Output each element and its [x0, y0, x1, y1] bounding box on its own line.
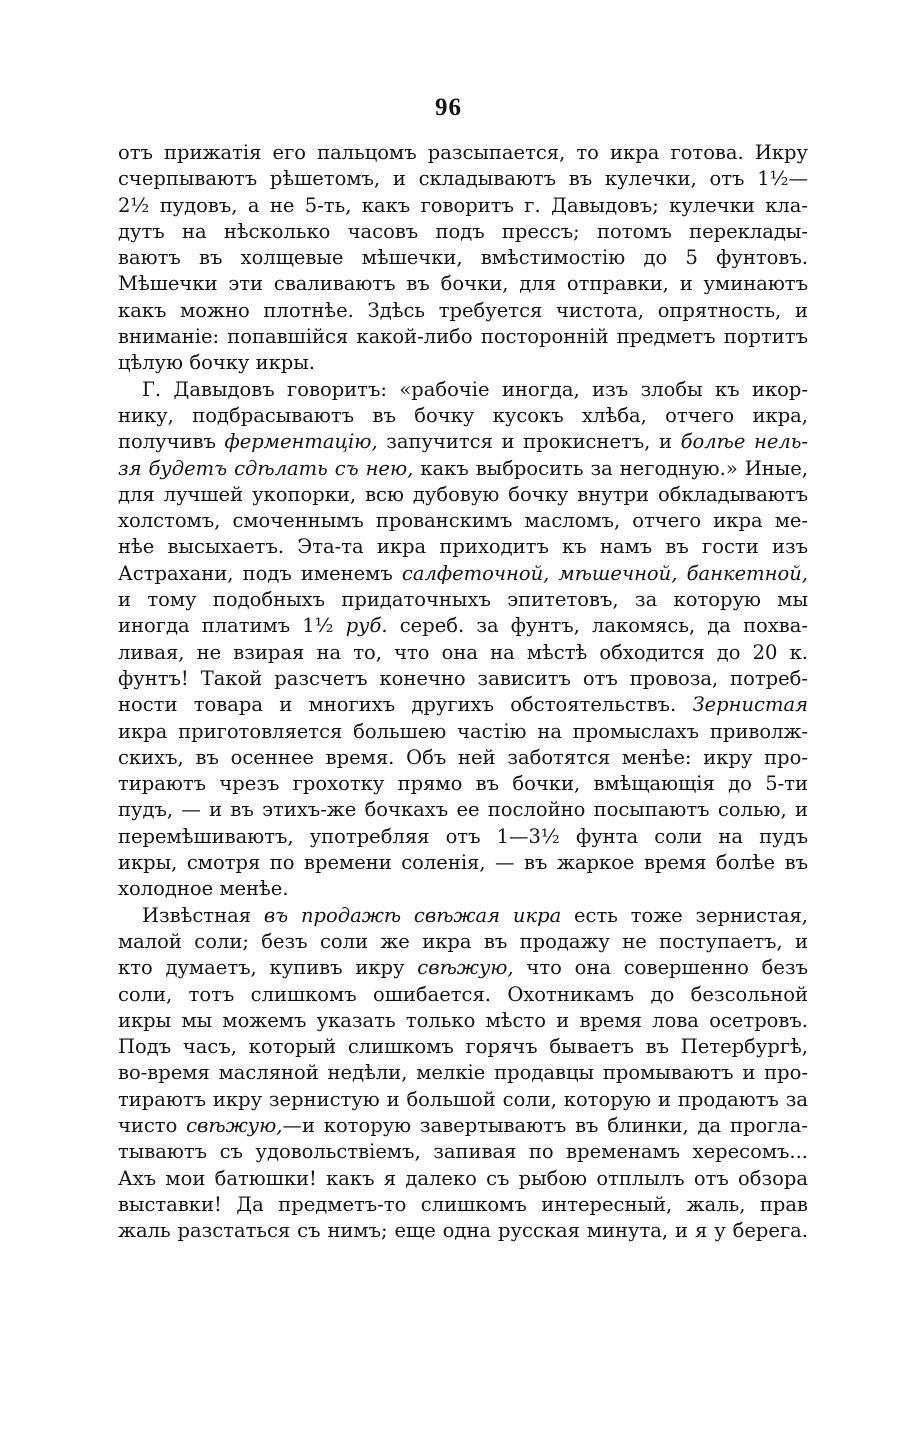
text-segment: Ахъ мои батюшки! какъ я далеко съ рыбою отплылъ отъ обзора — [118, 1166, 808, 1190]
text-line — [118, 1034, 808, 1060]
text-segment: 2½ пудовъ, а не 5-ть, какъ говоритъ г. Давыдовъ; кулечки кла- — [118, 193, 808, 217]
italic-text: Зернистая — [692, 693, 808, 717]
text-line — [118, 166, 808, 192]
text-segment: холстомъ, смоченнымъ прованскимъ масломъ, отчего икра ме- — [118, 509, 808, 533]
text-segment: тираютъ икру зернистую и большой соли, которую и продаютъ за — [118, 1087, 808, 1111]
text-segment: запучится и прокиснетъ, и — [377, 430, 681, 454]
text-line — [118, 719, 808, 745]
italic-text: салфеточной, мѣшечной, банкетной, — [401, 561, 808, 585]
text-segment: нѣе высыхаетъ. Эта-та икра приходитъ къ намъ въ гости изъ — [118, 535, 808, 559]
text-segment: во-время масляной недѣли, мелкіе продавцы промываютъ и про- — [118, 1061, 808, 1085]
text-line — [118, 640, 808, 666]
italic-text: зя будетъ сдѣлать съ нею, — [118, 456, 414, 480]
text-line — [118, 613, 808, 639]
text-segment: счерпываютъ рѣшетомъ, и складываютъ въ кулечки, отъ 1½— — [118, 167, 808, 191]
italic-text: ферментацію, — [224, 430, 378, 454]
text-line — [118, 219, 808, 245]
text-segment: нику, подбрасываютъ въ бочку кусокъ хлѣба, отчего икра, — [118, 403, 808, 427]
text-line — [118, 850, 808, 876]
text-segment: тываютъ съ удовольствіемъ, запивая по временамъ хересомъ... — [118, 1140, 808, 1164]
text-line — [118, 1060, 808, 1086]
text-segment: цѣлую бочку икры. — [118, 351, 315, 375]
italic-text: руб. — [345, 614, 388, 638]
text-segment: холодное менѣе. — [118, 877, 289, 901]
text-segment: для лучшей укопорки, всю дубовую бочку внутри обкладываютъ — [118, 482, 808, 506]
text-line — [118, 324, 808, 350]
text-segment: иногда платимъ 1½ — [118, 614, 346, 638]
text-line — [118, 1192, 808, 1218]
text-segment: жаль разстаться съ нимъ; еще одна русская минута, и я у берега. — [118, 1219, 808, 1243]
text-line — [118, 534, 808, 560]
text-segment: скихъ, въ осеннее время. Объ ней заботятся менѣе: икру про- — [118, 745, 808, 769]
text-segment: соли, тотъ слишкомъ ошибается. Охотникамъ до безсольной — [118, 982, 808, 1006]
text-segment: ваютъ въ холщевые мѣшечки, вмѣстимостію до 5 фунтовъ. — [118, 246, 808, 270]
text-segment: пудъ, — и въ этихъ-же бочкахъ ее послойно посыпаютъ солью, и — [118, 798, 808, 822]
text-segment: выставки! Да предметъ-то слишкомъ интересный, жаль, прав — [118, 1192, 808, 1216]
text-line — [118, 692, 808, 718]
text-segment: перемѣшиваютъ, употребляя отъ 1—3½ фунта соли на пудъ — [118, 824, 808, 848]
text-line — [118, 1166, 808, 1192]
text-line — [118, 797, 808, 823]
text-line — [118, 350, 808, 376]
text-segment: икра приготовляется большею частію на промыслахъ приволж- — [118, 719, 808, 743]
text-segment: икры мы можемъ указать только мѣсто и время лова осетровъ. — [118, 1008, 808, 1032]
text-segment: какъ выбросить за негодную.» Иные, — [413, 456, 808, 480]
text-line — [118, 929, 808, 955]
text-segment: ливая, не взирая на то, что она на мѣстѣ обходится до 20 к. — [118, 640, 808, 664]
text-segment: что она совершенно безъ — [513, 956, 808, 980]
text-line — [118, 824, 808, 850]
text-line — [118, 982, 808, 1008]
text-segment: сереб. за фунтъ, лакомясь, да похва- — [387, 614, 808, 638]
text-line — [118, 456, 808, 482]
text-segment: чисто — [118, 1113, 187, 1137]
text-line — [118, 666, 808, 692]
text-segment: фунтъ! Такой разсчетъ конечно зависитъ отъ провоза, потреб- — [118, 666, 808, 690]
text-line — [118, 1087, 808, 1113]
text-segment: Астрахани, подъ именемъ — [118, 561, 402, 585]
text-line — [118, 482, 808, 508]
text-segment: Г. Давыдовъ говоритъ: «рабочіе иногда, изъ злобы къ икор- — [142, 377, 808, 401]
text-line — [118, 403, 808, 429]
text-segment: кто думаетъ, купивъ икру — [118, 956, 418, 980]
text-segment: дутъ на нѣсколько часовъ подъ прессъ; потомъ переклады- — [118, 219, 808, 243]
italic-text: болѣе нель- — [680, 430, 808, 454]
text-line — [118, 1139, 808, 1165]
text-line — [118, 193, 808, 219]
text-segment: Подъ часъ, который слишкомъ горячъ бываетъ въ Петербургѣ, — [118, 1035, 808, 1059]
text-line — [118, 298, 808, 324]
italic-text: въ продажѣ свѣжая икра — [263, 903, 562, 927]
text-segment: и тому подобныхъ придаточныхъ эпитетовъ, за которую мы — [118, 588, 808, 612]
italic-text: свѣжую, — [417, 956, 514, 980]
text-line — [118, 561, 808, 587]
text-line — [118, 955, 808, 981]
text-line — [118, 587, 808, 613]
text-line — [118, 429, 808, 455]
text-line — [118, 1113, 808, 1139]
text-segment: ности товара и многихъ другихъ обстоятельствъ. — [118, 693, 693, 717]
text-segment: малой соли; безъ соли же икра въ продажу не поступаетъ, и — [118, 929, 808, 953]
text-segment: —и которую завертываютъ въ блинки, да прогла- — [282, 1113, 808, 1137]
text-line — [118, 771, 808, 797]
text-line — [118, 1008, 808, 1034]
text-line — [118, 140, 808, 166]
page-number: 96 — [435, 94, 462, 121]
text-line — [118, 245, 808, 271]
text-line — [118, 903, 808, 929]
text-segment: отъ прижатія его пальцомъ разсыпается, то икра готова. Икру — [118, 141, 808, 164]
text-segment: получивъ — [118, 430, 225, 454]
text-line — [118, 508, 808, 534]
italic-text: свѣжую, — [186, 1113, 283, 1137]
text-segment: Извѣстная — [142, 903, 264, 927]
text-segment: есть тоже зернистая, — [561, 903, 808, 927]
text-line — [118, 745, 808, 771]
text-segment: тираютъ чрезъ грохотку прямо въ бочки, вмѣщающія до 5-ти — [118, 772, 808, 796]
body-text — [118, 140, 808, 1244]
text-segment: икры, смотря по времени соленія, — въ жаркое время болѣе въ — [118, 851, 808, 875]
text-segment: какъ можно плотнѣе. Здѣсь требуется чистота, опрятность, и — [118, 298, 808, 322]
text-line — [118, 1218, 808, 1244]
text-line — [118, 876, 808, 902]
text-segment: вниманіе: попавшійся какой-либо посторонній предметъ портитъ — [118, 325, 808, 349]
text-segment: Мѣшечки эти сваливаютъ въ бочки, для отправки, и уминаютъ — [118, 272, 808, 296]
text-line — [118, 271, 808, 297]
text-line — [118, 377, 808, 403]
